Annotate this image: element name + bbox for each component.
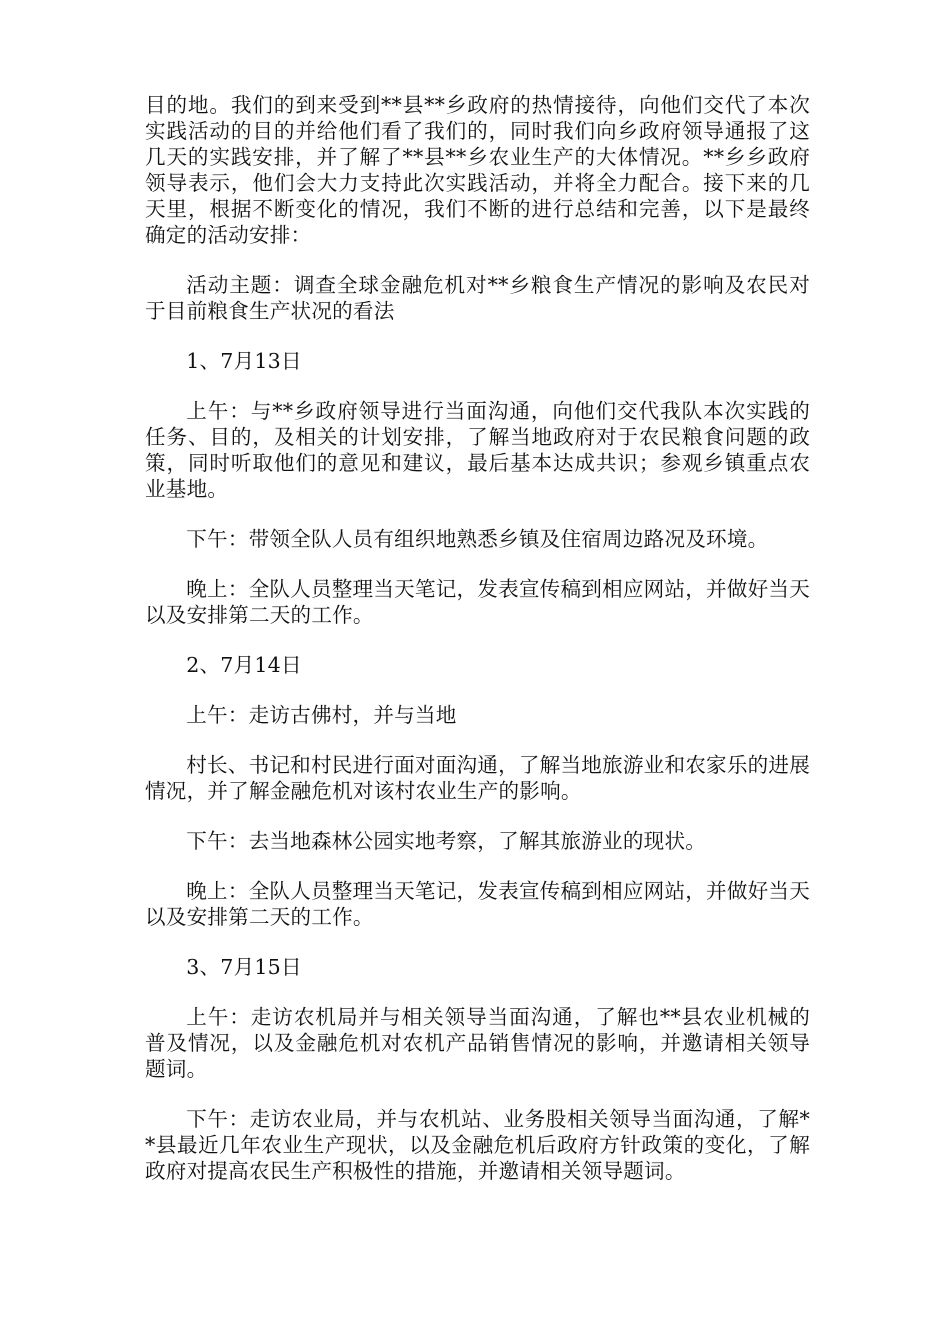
paragraph-day3-morning: 上午：走访农机局并与相关领导当面沟通，了解也**县农业机械的普及情况，以及金融危机对农机产品销售情况的影响，并邀请相关领导题词。 xyxy=(145,1005,810,1081)
paragraph-day2-morning-cont: 村长、书记和村民进行面对面沟通，了解当地旅游业和农家乐的进展情况，并了解金融危机对该村农业生产的影响。 xyxy=(145,753,810,803)
paragraph-day3-afternoon: 下午：走访农业局，并与农机站、业务股相关领导当面沟通，了解**县最近几年农业生产现状，以及金融危机后政府方针政策的变化，了解政府对提高农民生产积极性的措施，并邀请相关领导题词。 xyxy=(145,1107,810,1183)
paragraph-day2-afternoon: 下午：去当地森林公园实地考察，了解其旅游业的现状。 xyxy=(186,829,707,853)
heading-day-1: 1、7月13日 xyxy=(186,349,302,373)
paragraph-day2-morning: 上午：走访古佛村，并与当地 xyxy=(186,703,457,727)
paragraph-day1-morning: 上午：与**乡政府领导进行当面沟通，向他们交代我队本次实践的任务、目的，及相关的计划安排，了解当地政府对于农民粮食问题的政策，同时听取他们的意见和建议，最后基本达成共识；参观乡镇重点农业基地。 xyxy=(145,399,810,501)
document-page xyxy=(145,92,810,1208)
paragraph-day1-afternoon: 下午：带领全队人员有组织地熟悉乡镇及住宿周边路况及环境。 xyxy=(186,527,769,551)
heading-day-3: 3、7月15日 xyxy=(186,955,302,979)
paragraph-intro: 目的地。我们的到来受到**县**乡政府的热情接待，向他们交代了本次实践活动的目的并给他们看了我们的，同时我们向乡政府领导通报了这几天的实践安排，并了解了**县**乡农业生产的大体情况。**乡乡政府领导表示，他们会大力支持此次实践活动，并将全力配合。接下来的几天里，根据不断变化的情况，我们不断的进行总结和完善，以下是最终确定的活动安排： xyxy=(145,93,811,247)
heading-day-2: 2、7月14日 xyxy=(186,653,302,677)
paragraph-theme: 活动主题：调查全球金融危机对**乡粮食生产情况的影响及农民对于目前粮食生产状况的看法 xyxy=(145,273,810,323)
paragraph-day1-evening: 晚上：全队人员整理当天笔记，发表宣传稿到相应网站，并做好当天以及安排第二天的工作。 xyxy=(145,577,810,627)
paragraph-day2-evening: 晚上：全队人员整理当天笔记，发表宣传稿到相应网站，并做好当天以及安排第二天的工作。 xyxy=(145,879,810,929)
